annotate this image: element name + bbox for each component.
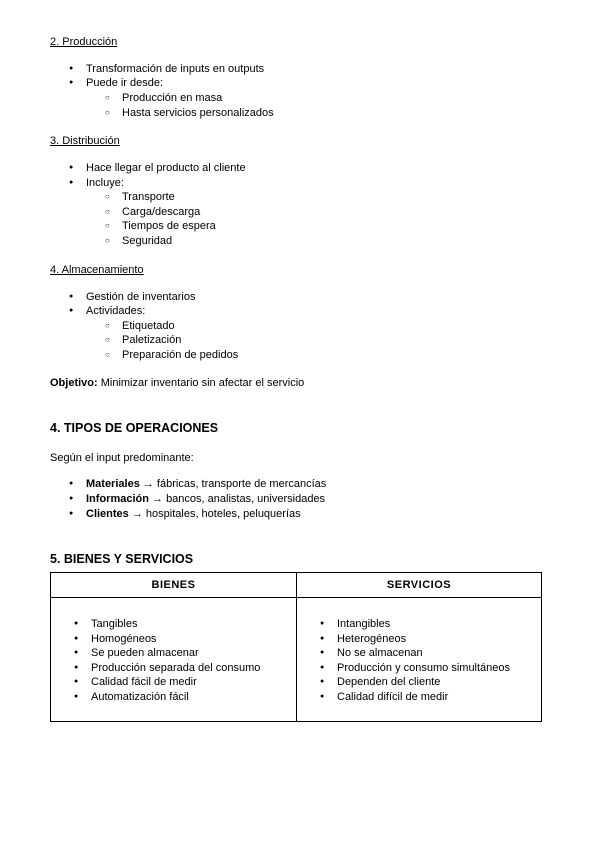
list-subitem: ○ Preparación de pedidos xyxy=(122,348,238,362)
tipo-text: → fábricas, transporte de mercancías xyxy=(139,478,327,490)
tipo-label: Información xyxy=(86,493,149,505)
list-item: ● Automatización fácil xyxy=(91,690,296,705)
objective-text: Minimizar inventario sin afectar el servicio xyxy=(97,377,305,389)
tipos-intro: Según el input predominante: xyxy=(50,452,194,464)
list-subitem: ○ Seguridad xyxy=(122,234,172,248)
section-title-produccion: 2. Producción xyxy=(50,36,118,48)
list-item: ● Transformación de inputs en outputs xyxy=(86,62,264,76)
list-subitem: ○ Hasta servicios personalizados xyxy=(122,106,274,120)
section-title-almacenamiento: 4. Almacenamiento xyxy=(50,264,144,276)
objective-line xyxy=(50,376,304,390)
tipo-label: Materiales xyxy=(86,478,140,490)
column-header-bienes: BIENES xyxy=(51,573,297,598)
list-subitem: ○ Etiquetado xyxy=(122,319,175,333)
list-item: ● Hace llegar el producto al cliente xyxy=(86,161,246,175)
list-subitem: ○ Paletización xyxy=(122,333,181,347)
list-item: ● Intangibles xyxy=(337,617,541,632)
list-item: ● Puede ir desde: xyxy=(86,76,163,90)
list-item xyxy=(86,507,301,521)
list-item: ● Calidad fácil de medir xyxy=(91,675,296,690)
heading-bienes-servicios: 5. BIENES Y SERVICIOS xyxy=(50,552,194,566)
tipo-label: Clientes xyxy=(86,508,129,520)
list-item: ● Heterogéneos xyxy=(337,632,541,647)
list-subitem: ○ Transporte xyxy=(122,190,175,204)
column-header-servicios: SERVICIOS xyxy=(297,573,542,598)
list-item: ● Incluye: xyxy=(86,176,124,190)
list-item xyxy=(86,477,326,491)
list-item: ● No se almacenan xyxy=(337,646,541,661)
list-item: ● Producción separada del consumo xyxy=(91,661,296,676)
tipo-text: → hospitales, hoteles, peluquerías xyxy=(128,508,301,520)
list-item: ● Dependen del cliente xyxy=(337,675,541,690)
servicios-list xyxy=(337,617,541,705)
list-item: ● Producción y consumo simultáneos xyxy=(337,661,541,676)
list-item: ● Tangibles xyxy=(91,617,296,632)
servicios-cell xyxy=(297,598,542,722)
objective-label: Objetivo: xyxy=(50,377,98,389)
heading-tipos-operaciones: 4. TIPOS DE OPERACIONES xyxy=(50,421,219,435)
list-subitem: ○ Tiempos de espera xyxy=(122,219,216,233)
list-item: ● Actividades: xyxy=(86,304,145,318)
list-item: ● Calidad difícil de medir xyxy=(337,690,541,705)
list-subitem: ○ Carga/descarga xyxy=(122,205,200,219)
bienes-list xyxy=(91,617,296,705)
list-item: ● Gestión de inventarios xyxy=(86,290,195,304)
list-subitem: ○ Producción en masa xyxy=(122,91,222,105)
list-item: ● Se pueden almacenar xyxy=(91,646,296,661)
list-item: ● Homogéneos xyxy=(91,632,296,647)
bienes-cell xyxy=(51,598,297,722)
section-title-distribucion: 3. Distribución xyxy=(50,135,120,147)
bienes-servicios-table xyxy=(50,572,542,722)
list-item xyxy=(86,492,325,506)
tipo-text: → bancos, analistas, universidades xyxy=(148,493,326,505)
